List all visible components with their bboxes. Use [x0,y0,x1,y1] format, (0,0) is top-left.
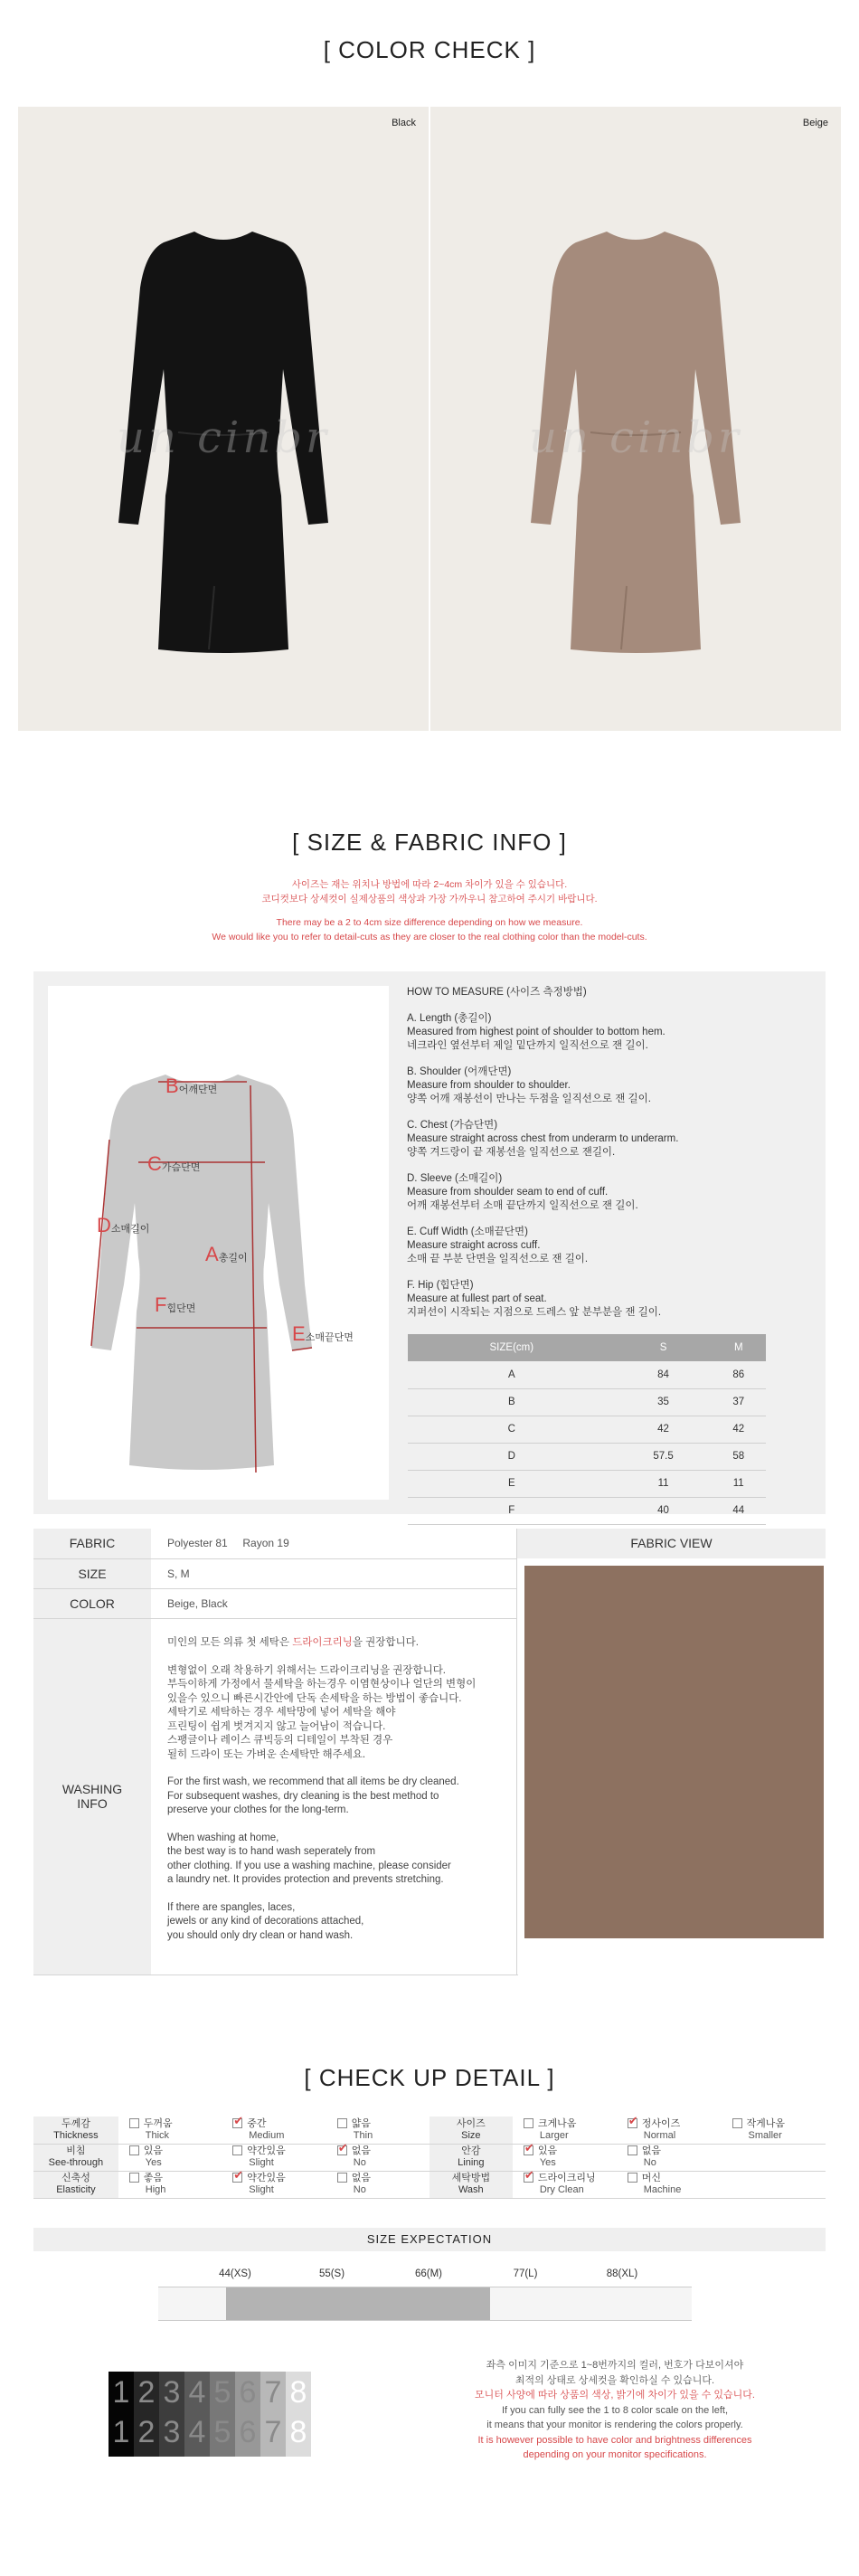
see-through-opt: 약간있음 Slight [222,2144,326,2171]
wash-opt: 머신 Machine [617,2171,722,2198]
checkbox-icon [524,2118,533,2128]
checked-icon [524,2173,533,2183]
diagram-label-d: D소매길이 [97,1214,150,1236]
diagram-label-b: B어깨단면 [165,1075,218,1097]
diagram-label-c: C가슴단면 [147,1152,201,1175]
fabric-label: FABRIC [33,1529,151,1558]
checkbox-icon [628,2173,637,2183]
color-panel-beige [430,107,841,731]
size-fit-opt: 크게나옴 Larger [513,2117,617,2144]
size-expectation-label: 44(XS) [219,2268,251,2279]
lining-opt: ✔있음 Yes [513,2144,617,2171]
table-row: C 42 42 [408,1416,766,1443]
scale-step: 1 1 [109,2372,134,2457]
how-to-measure [407,986,769,1332]
fabric-view-label: FABRIC VIEW [516,1529,826,1558]
scale-step: 5 5 [210,2372,235,2457]
elasticity-opt: ✔약간있음 Slight [222,2171,326,2198]
size-expectation-label: 55(S) [318,2268,345,2279]
measure-item: F. Hip (힙단면) Measure at fullest part of seat. 지퍼선이 시작되는 지점으로 드레스 앞 분부분을 잰 길이. [407,1280,662,1318]
size-note-en-1: There may be a 2 to 4cm size difference depending on how we measure. [276,917,583,928]
fabric-view-box [516,1558,826,1975]
size-fit-opt: ✔정사이즈 Normal [617,2117,722,2144]
color-label: COLOR [33,1588,151,1618]
wash-label: 세탁방법 Wash [430,2171,513,2198]
scale-step: 2 2 [134,2372,159,2457]
checkbox-icon [129,2118,139,2128]
elasticity-label: 신축성 Elasticity [33,2171,118,2198]
thickness-label: 두께감 Thickness [33,2117,118,2144]
measure-item: A. Length (총길이) Measured from highest point of shoulder to bottom hem. 네크라인 옆선부터 제일 밑단까지 일직선으로 잰 길이. [407,1013,665,1051]
size-note-ko-1: 사이즈는 재는 위치나 방법에 따라 2~4cm 차이가 있을 수 있습니다. [291,879,568,890]
size-fit-label: 사이즈 Size [430,2117,513,2144]
checkbox-icon [129,2145,139,2155]
scale-step: 6 6 [235,2372,260,2457]
color-value: Beige, Black [151,1588,518,1618]
size-table-header: SIZE(cm) [408,1334,616,1361]
table-row: D 57.5 58 [408,1443,766,1470]
size-expectation-label: 88(XL) [606,2268,638,2279]
size-value: S, M [151,1558,518,1588]
elasticity-opt: 없음 No [326,2171,430,2198]
watermark: un cinbr [529,412,742,463]
table-row: F 40 44 [408,1497,766,1524]
table-row [33,2144,826,2171]
color-label-beige: Beige [802,118,828,128]
fabric-value: Polyester 81 Rayon 19 [151,1529,518,1558]
checkbox-icon [232,2145,242,2155]
color-label-black: Black [392,118,416,128]
checked-icon [232,2173,242,2183]
size-note-ko-2: 코디컷보다 상세컷이 실제상품의 색상과 가장 가까우니 참고하여 주시기 바랍니다. [261,894,598,904]
thickness-opt: ✔중간 Medium [222,2117,326,2144]
measure-item: C. Chest (가슴단면) Measure straight across chest from underarm to underarm. 양쪽 겨드랑이 끝 재봉선을 일직선으로 잰길이. [407,1120,679,1158]
thickness-opt: 두꺼움 Thick [118,2117,222,2144]
size-note-en-2: We would like you to refer to detail-cuts as they are closer to the real clothing color than the model-cuts. [212,932,647,942]
table-row [33,2117,826,2144]
size-expectation-bar [226,2287,490,2320]
scale-step: 4 4 [184,2372,210,2457]
checked-icon [524,2145,533,2155]
watermark: un cinbr [117,412,330,463]
check-up-title: [ CHECK UP DETAIL ] [304,2064,555,2091]
table-row: B 35 37 [408,1388,766,1416]
scale-step: 8 8 [286,2372,311,2457]
measure-item: D. Sleeve (소매길이) Measure from shoulder seam to end of cuff. 어깨 재봉선부터 소매 끝단까지 일직선으로 잰 길이. [407,1173,638,1211]
size-expectation-label: 66(M) [414,2268,443,2279]
size-expectation-title: SIZE EXPECTATION [33,2228,826,2251]
thickness-opt: 얇음 Thin [326,2117,430,2144]
checked-icon [232,2118,242,2128]
diagram-label-a: A총길이 [205,1243,248,1265]
checkbox-icon [628,2145,637,2155]
color-scale-note: 좌측 이미지 기준으로 1~8번까지의 컬러, 번호가 다보이셔야 최적의 상태로 상세컷을 확인하실 수 있습니다. 모니터 사양에 따라 상품의 색상, 밝기에 차이가 있을 수 있습니다. If you can fully see the 1 to 8 color scale on the left, it means that your monitor is rendering the colors properly. It is however possible to have color and brightness differences depending on your monitor specifications. [475,2360,755,2460]
size-table [408,1334,766,1525]
size-table-header: M [711,1334,766,1361]
checked-icon [337,2145,347,2155]
color-scale [109,2372,358,2457]
measure-diagram [48,986,389,1500]
how-to-measure-title: HOW TO MEASURE (사이즈 측정방법) [407,987,587,998]
color-check-title: [ COLOR CHECK ] [323,36,536,63]
checkbox-icon [732,2118,742,2128]
size-label: SIZE [33,1558,151,1588]
lining-label: 안감 Lining [430,2144,513,2171]
see-through-opt: ✔없음 No [326,2144,430,2171]
checkbox-icon [337,2118,347,2128]
elasticity-opt: 좋음 High [118,2171,222,2198]
fabric-info-table [33,1529,518,1975]
checked-icon [628,2118,637,2128]
wash-opt: ✔드라이크리닝 Dry Clean [513,2171,617,2198]
table-row [33,2171,826,2198]
scale-step: 3 3 [159,2372,184,2457]
see-through-label: 비침 See-through [33,2144,118,2171]
lining-opt: 없음 No [617,2144,722,2171]
scale-step: 7 7 [260,2372,286,2457]
measure-item: B. Shoulder (어깨단면) Measure from shoulder to shoulder. 양쪽 어깨 재봉선이 만나는 두점을 일직선으로 잰 길이. [407,1066,651,1104]
checkbox-icon [337,2173,347,2183]
fabric-swatch-image [524,1566,824,1938]
color-panel-black [18,107,429,731]
washing-info-label: WASHING INFO [33,1618,151,1975]
check-up-table [33,2117,826,2199]
see-through-opt: 있음 Yes [118,2144,222,2171]
diagram-label-e: E소매끝단면 [292,1322,354,1345]
measure-item: E. Cuff Width (소매끝단면) Measure straight across cuff. 소매 끝 부분 단면을 일직선으로 잰 길이. [407,1226,589,1264]
table-row: A 84 86 [408,1361,766,1388]
diagram-label-f: F힙단면 [155,1293,196,1316]
checkbox-icon [129,2173,139,2183]
size-fabric-title: [ SIZE & FABRIC INFO ] [292,829,567,856]
washing-info-text: 미인의 모든 의류 첫 세탁은 드라이크리닝을 권장합니다. 변형없이 오래 착용하기 위해서는 드라이크리닝을 권장합니다. 부득이하게 가정에서 물세탁을 하는경우 이염현상이나 얼단의 변형이 있을수 있으니 빠른시간안에 단독 손세탁을 하는 방법이 좋습니다. 세탁기로 세탁하는 경우 세탁망에 넣어 세탁을 해야 프린팅이 쉽게 벗겨지지 않고 늘어남이 적습니다. 스팽글이나 레이스 큐빅등의 디테일이 부착된 경우 될히 드라이 또는 가벼운 손세탁만 해주세요. For the first wash, we recommend that all items be dry cleaned. For subsequent washes, dry cleaning is the best method to preserve your clothes for the long-term. When washing at home, the best way is to hand wash seperately from other clothing. If you use a washing machine, please consider a laundry net. It provides protection and prevents stretching. If there are spangles, laces, jewels or any kind of decorations attached, you should only dry clean or hand wash. [151,1618,518,1975]
size-table-header: S [616,1334,712,1361]
table-row: E 11 11 [408,1470,766,1497]
size-fit-opt: 작게나옴 Smaller [722,2117,826,2144]
size-expectation-label: 77(L) [513,2268,538,2279]
